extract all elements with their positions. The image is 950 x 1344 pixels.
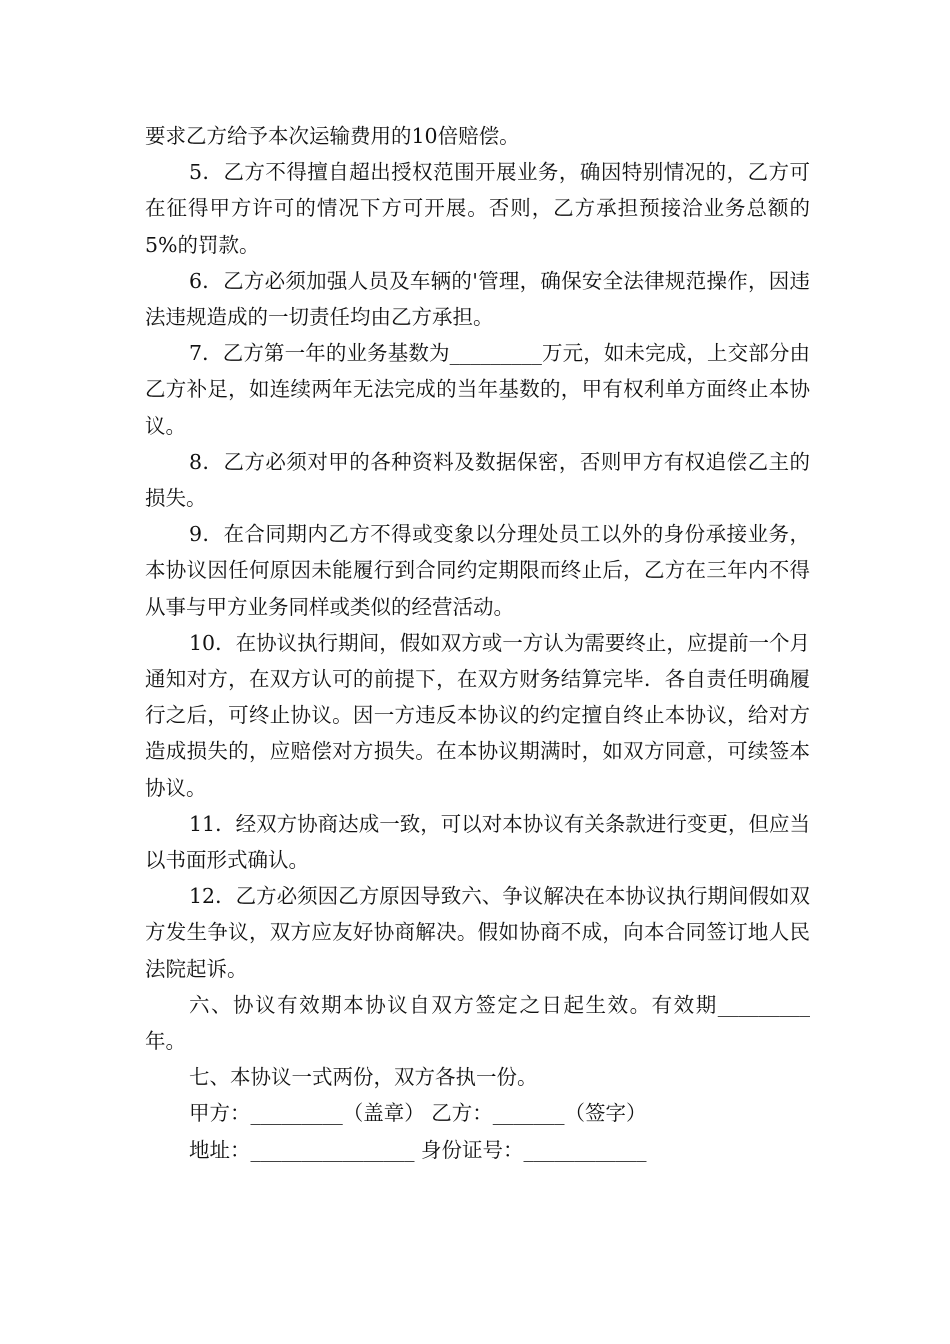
clause-7: 7．乙方第一年的业务基数为_________万元，如未完成，上交部分由乙方补足，如连续两年无法完成的当年基数的，甲有权利单方面终止本协议。 [145,341,810,438]
clause-11: 11．经双方协商达成一致，可以对本协议有关条款进行变更，但应当以书面形式确认。 [145,811,810,873]
clause-8: 8．乙方必须对甲的各种资料及数据保密，否则甲方有权追偿乙主的损失。 [145,449,810,511]
clause-6: 6．乙方必须加强人员及车辆的'管理，确保安全法律规范操作，因违法违规造成的一切责任均由乙方承担。 [145,268,810,330]
paragraph-continuation: 要求乙方给予本次运输费用的10倍赔偿。 [145,124,520,148]
section-validity: 六、协议有效期本协议自双方签定之日起生效。有效期_________年。 [145,992,810,1054]
clause-5: 5．乙方不得擅自超出授权范围开展业务，确因特别情况的，乙方可在征得甲方许可的情况下方可开展。否则，乙方承担预接洽业务总额的5%的罚款。 [145,160,810,257]
signature-parties: 甲方：_________（盖章） 乙方：_______（签字） [189,1101,647,1126]
document-body [145,118,810,1168]
section-copies: 七、本协议一式两份，双方各执一份。 [189,1065,538,1090]
signature-address-id: 地址：________________ 身份证号：____________ [189,1137,647,1162]
clause-12: 12．乙方必须因乙方原因导致六、争议解决在本协议执行期间假如双方发生争议，双方应友好协商解决。假如协商不成，向本合同签订地人民法院起诉。 [145,884,810,981]
clause-10: 10．在协议执行期间，假如双方或一方认为需要终止，应提前一个月通知对方，在双方认可的前提下，在双方财务结算完毕．各自责任明确履行之后，可终止协议。因一方违反本协议的约定擅自终止本协议，给对方造成损失的，应赔偿对方损失。在本协议期满时，如双方同意，可续签本协议。 [145,630,810,800]
clause-9: 9．在合同期内乙方不得或变象以分理处员工以外的身份承接业务，本协议因任何原因未能履行到合同约定期限而终止后，乙方在三年内不得从事与甲方业务同样或类似的经营活动。 [145,522,810,619]
